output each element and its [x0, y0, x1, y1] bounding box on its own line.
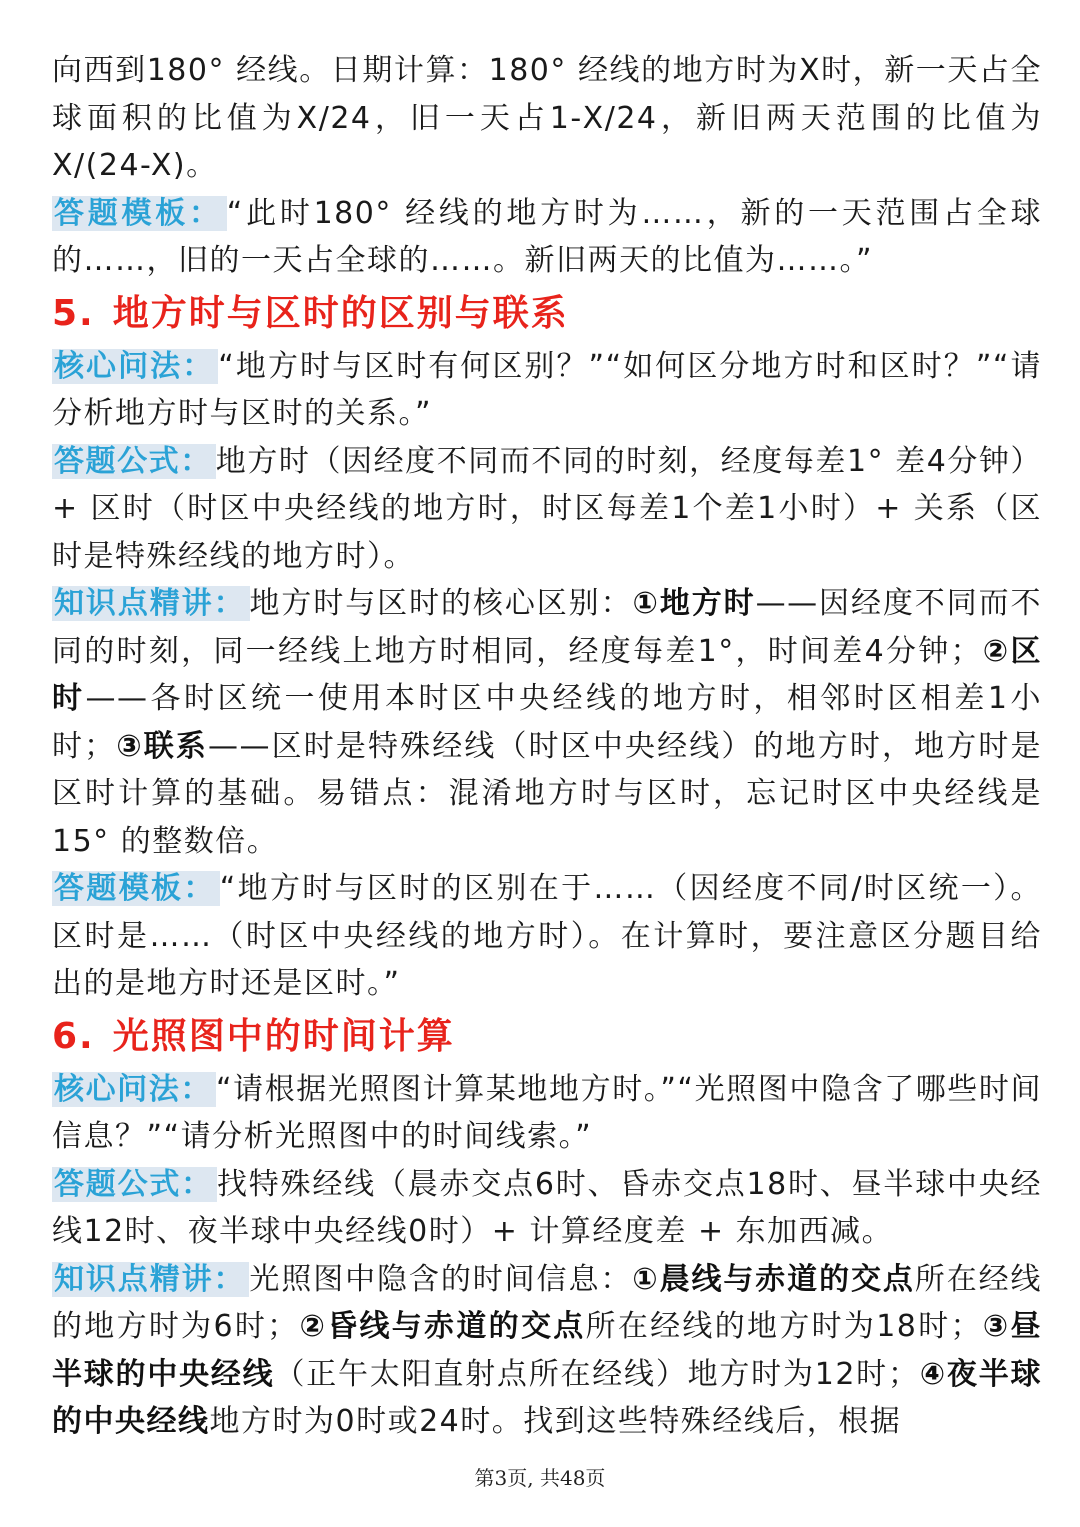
- s5-knowledge-paragraph: [52, 580, 1042, 865]
- s6-knowledge-bold-dawn-equator: ①晨线与赤道的交点: [632, 1261, 915, 1297]
- s6-core-question-label: 核心问法：: [52, 1072, 216, 1107]
- section-5-heading: [52, 285, 1042, 343]
- s6-knowledge-text-2: 所在经线的地方时为6时；: [52, 1261, 1043, 1344]
- s6-core-question-paragraph: [52, 1066, 1042, 1161]
- s5-formula-label: 答题公式：: [52, 444, 216, 479]
- s5-core-question-text: “地方时与区时有何区别？”“如何区分地方时和区时？”“请分析地方时与区时的关系。”: [52, 348, 1042, 431]
- section-5-number: 5.: [52, 292, 95, 334]
- s6-knowledge-text-3: 所在经线的地方时为18时；: [585, 1309, 982, 1344]
- s6-formula-text: 找特殊经线（晨赤交点6时、昏赤交点18时、昼半球中央经线12时、夜半球中央经线0时）+ 计算经度差 + 东加西减。: [52, 1166, 1043, 1249]
- s5-knowledge-text-2: ——因经度不同而不同的时刻，同一经线上地方时相同，经度每差1°，时间差4分钟；: [52, 586, 1043, 669]
- answer-template-label: 答题模板：: [52, 196, 227, 231]
- s6-knowledge-label: 知识点精讲：: [52, 1262, 249, 1297]
- s5-knowledge-text-1: 地方时与区时的核心区别：: [249, 586, 633, 621]
- s5-knowledge-text-3: ——各时区统一使用本时区中央经线的地方时，相邻时区相差1小时；: [52, 681, 1042, 764]
- s6-knowledge-text-1: 光照图中隐含的时间信息：: [249, 1261, 633, 1297]
- s5-template-label: 答题模板：: [52, 871, 220, 906]
- section-6-heading: [52, 1008, 1042, 1066]
- answer-template-text: “此时180° 经线的地方时为……，新的一天范围占全球的……，旧的一天占全球的……。新旧两天的比值为……。”: [52, 195, 1042, 278]
- section-5-title: 地方时与区时的区别与联系: [112, 292, 569, 334]
- s5-knowledge-label: 知识点精讲：: [52, 586, 250, 621]
- s5-knowledge-text-4: ——区时是特殊经线（时区中央经线）的地方时，地方时是区时计算的基础。易错点：混淆地方时与区时，忘记时区中央经线是15° 的整数倍。: [52, 728, 1043, 859]
- section-6-title: 光照图中的时间计算: [112, 1015, 455, 1057]
- s6-formula-paragraph: [52, 1161, 1042, 1256]
- s5-template-text: “地方时与区时的区别在于……（因经度不同/时区统一）。区时是……（时区中央经线的地方时）。在计算时，要注意区分题目给出的是地方时还是区时。”: [52, 871, 1043, 1001]
- s5-knowledge-bold-relation: ③联系: [115, 728, 209, 764]
- s6-knowledge-bold-night-center: ④夜半球的中央经线: [52, 1356, 1042, 1439]
- s6-core-question-text: “请根据光照图计算某地地方时。”“光照图中隐含了哪些时间信息？”“请分析光照图中的时间线索。”: [52, 1071, 1042, 1154]
- document-page: [52, 47, 1042, 1446]
- s6-formula-label: 答题公式：: [52, 1167, 217, 1202]
- s6-knowledge-bold-day-center: ③昼半球的中央经线: [52, 1309, 1042, 1392]
- s6-knowledge-bold-dusk-equator: ②昏线与赤道的交点: [298, 1309, 586, 1344]
- s5-core-question-label: 核心问法：: [52, 349, 218, 384]
- s5-formula-paragraph: [52, 438, 1042, 581]
- answer-template-paragraph: [52, 190, 1042, 285]
- section-6-number: 6.: [52, 1015, 95, 1057]
- page-number-footer: 第3页, 共48页: [474, 1466, 606, 1490]
- s6-knowledge-text-5: 地方时为0时或24时。找到这些特殊经线后，根据: [209, 1404, 902, 1439]
- s5-template-paragraph: [52, 865, 1042, 1008]
- intro-paragraph: 向西到180° 经线。日期计算：180° 经线的地方时为X时，新一天占全球面积的比值为X/24，旧一天占1-X/24，新旧两天范围的比值为X/(24-X)。: [52, 53, 1042, 183]
- s5-core-question-paragraph: [52, 343, 1042, 438]
- s6-knowledge-paragraph: [52, 1256, 1042, 1446]
- s5-knowledge-bold-local-time: ①地方时: [632, 586, 756, 621]
- s5-formula-text: 地方时（因经度不同而不同的时刻，经度每差1° 差4分钟）+ 区时（时区中央经线的地方时，时区每差1个差1小时）+ 关系（区时是特殊经线的地方时）。: [52, 443, 1042, 574]
- s6-knowledge-text-4: （正午太阳直射点所在经线）地方时为12时；: [274, 1356, 920, 1392]
- s5-knowledge-bold-zone-time: ②区时: [52, 633, 1042, 716]
